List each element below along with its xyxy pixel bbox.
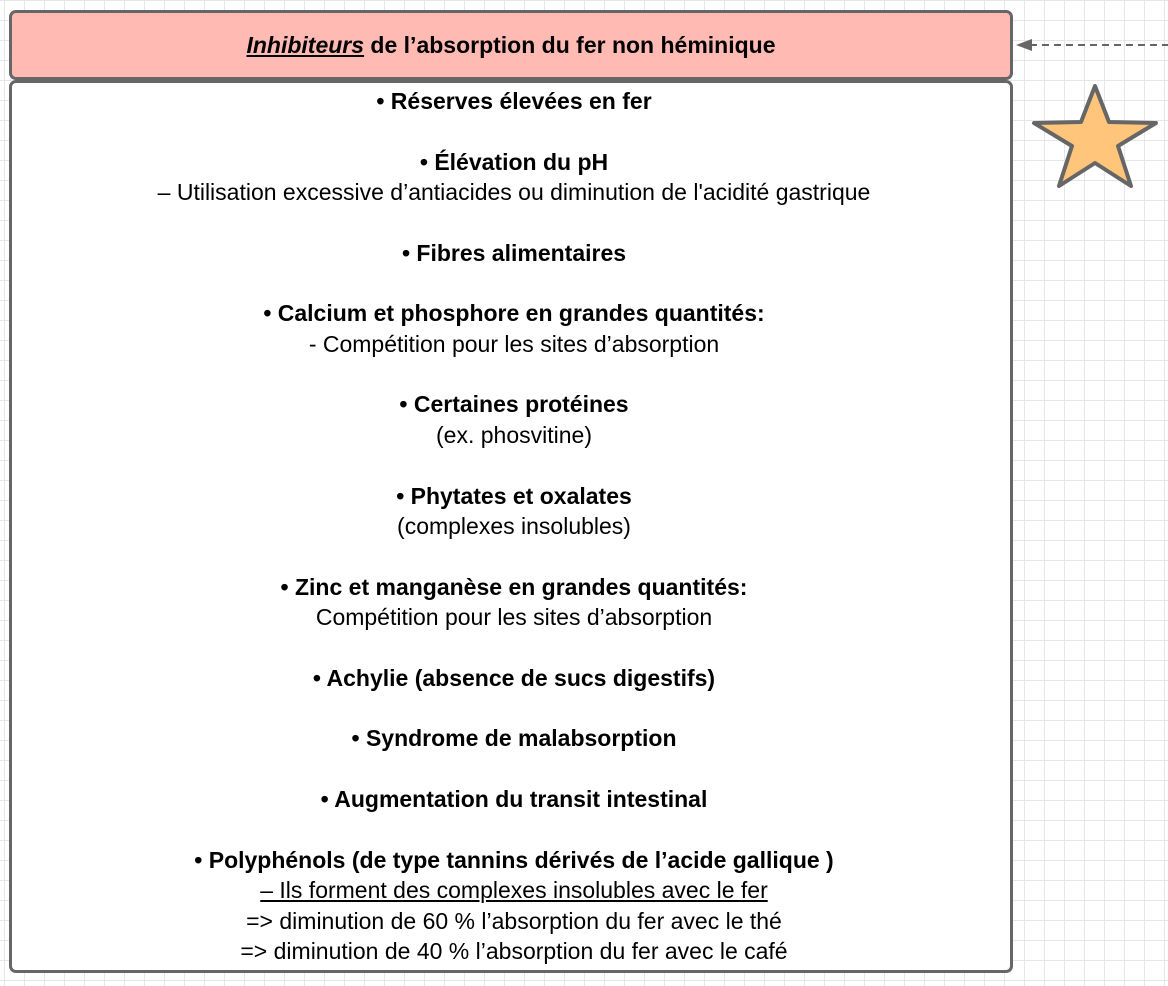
star-icon	[1030, 82, 1160, 190]
line-the: => diminution de 60 % l’absorption du fer avec le thé	[246, 908, 782, 934]
line-calcium: • Calcium et phosphore en grandes quantités:	[263, 300, 765, 326]
line-polyphenols-complexes	[12, 875, 1016, 905]
line-proteines: • Certaines protéines	[399, 391, 629, 417]
line-antiacides: – Utilisation excessive d’antiacides ou diminution de l'acidité gastrique	[157, 179, 871, 205]
header-title-rest: de l’absorption du fer non héminique	[364, 31, 776, 58]
header-title	[246, 32, 775, 59]
line-fibres: • Fibres alimentaires	[401, 240, 627, 266]
line-transit: • Augmentation du transit intestinal	[320, 786, 708, 812]
line-phosvitine: (ex. phosvitine)	[436, 422, 592, 448]
line-zinc: • Zinc et manganèse en grandes quantités:	[280, 574, 748, 600]
content-box	[9, 80, 1013, 973]
line-cafe: => diminution de 40 % l’absorption du fer avec le café	[240, 938, 788, 964]
line-complexes: (complexes insolubles)	[397, 513, 631, 539]
line-elevation-ph: • Élévation du pH	[419, 149, 609, 175]
line-calcium-competition: - Compétition pour les sites d’absorption	[308, 331, 720, 357]
header-title-italic: Inhibiteurs	[246, 31, 365, 58]
header-box	[9, 10, 1013, 80]
line-polyphenols-complexes-text: – Ils forment des complexes insolubles avec le fer	[260, 877, 768, 903]
line-achylie: • Achylie (absence de sucs digestifs)	[312, 665, 716, 691]
line-malabsorption: • Syndrome de malabsorption	[351, 725, 677, 751]
line-polyphenols: • Polyphénols (de type tannins dérivés de l’acide gallique )	[194, 847, 834, 873]
dashed-arrow-icon	[1012, 36, 1168, 54]
line-reserves: • Réserves élevées en fer	[376, 88, 652, 114]
line-phytates: • Phytates et oxalates	[396, 483, 632, 509]
line-zinc-competition: Compétition pour les sites d’absorption	[315, 604, 713, 630]
